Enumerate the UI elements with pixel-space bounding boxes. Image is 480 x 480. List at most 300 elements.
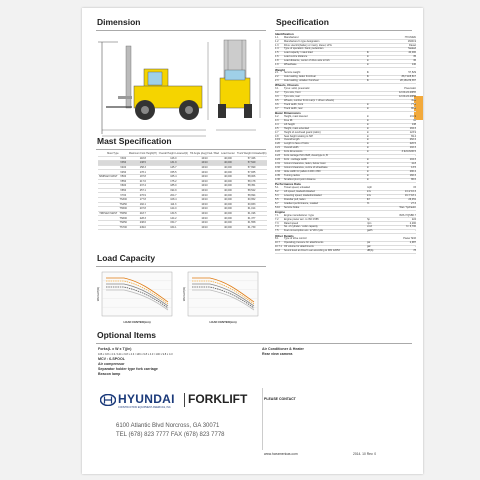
mast-group-cell: SIMPLEX MAST [99,175,118,179]
mast-table-cell: 58,351 [236,184,268,189]
product-name: FORKLIFT [188,392,248,406]
mast-table-cell: 40,000 [220,193,236,198]
specification-title: Specification [276,17,329,27]
footer-divider [262,388,263,450]
mast-table-cell: 40,000 [220,170,236,175]
spec-cell: in [367,146,369,150]
mast-table-cell: 40,000 [220,179,236,184]
mast-table-cell: 10/10 [189,207,220,212]
mast-table-cell: 204.7 [158,193,189,198]
spec-row [275,229,416,234]
spec-cell: in [367,134,369,138]
hyundai-logo-icon [100,394,116,406]
mast-table-cell: 10/10 [189,225,220,230]
spec-cell: HYUNDAI [404,35,416,39]
spec-cell: in/s [367,189,371,193]
spec-cell: Ground clearance, laden, below mast [284,162,326,166]
spec-cell: Drawbar pull, laden [284,197,306,201]
spec-cell: 1.1 [275,35,279,39]
spec-cell: in [367,130,369,134]
optional-item: Rear view camera [262,352,293,356]
spec-cell: 4.8 [275,134,279,138]
mast-spec-title: Mast Specification [97,136,172,146]
spec-cell: 57,529 [408,71,416,75]
mast-table-cell: 218.7 [128,211,158,216]
mast-table-cell: 131.9 [158,161,189,166]
spec-cell: 3.7 [275,106,279,110]
spec-row [275,206,416,211]
spec-cell: 194.3 [409,126,416,130]
mast-table-header-cell: Mast Type [98,152,128,156]
mast-table-cell: 194.9 [158,188,189,193]
spec-cell: in [367,122,369,126]
spec-cell: 140 [411,63,416,67]
mast-table-cell: 60,833 [236,202,268,207]
mast-table-header-cell: Maximum Fork Height(H) [128,152,157,156]
spec-cell: - [415,245,416,249]
spec-cell: in [367,138,369,142]
load-capacity-charts [96,268,268,328]
spec-cell: lbf [367,197,370,201]
mast-table-cell: 154.7 [158,220,189,225]
spec-cell: in [367,114,369,118]
spec-cell: in [367,106,369,110]
spec-cell: 182.3 [409,174,416,177]
spec-cell: in/s [367,193,371,197]
spec-cell: 2.1 [275,71,279,75]
mast-table-cell: 114.3 [158,202,189,207]
spec-cell: 4.2 [275,114,279,118]
mast-table-cell: 40,000 [220,211,236,216]
spec-cell: 7.4 [275,225,279,229]
spec-cell: dB(A) [367,249,374,253]
spec-cell: 40,000 [408,51,416,55]
spec-cell: 220.5 [409,142,416,146]
mast-table-cell: 61,377 [236,216,268,221]
spec-cell: Rated speed [284,221,299,225]
spec-cell: Fork dimensions [284,150,303,154]
spec-cell: 6 / 6,700 [406,225,416,229]
mast-table-cell: 10/10 [189,170,220,175]
spec-cell: 4.36 [275,177,280,181]
please-contact-label: PLEASE CONTACT [264,397,296,401]
mast-spec-table [98,152,267,230]
spec-cell: cm3 [367,225,372,229]
spec-cell: 160D-9 [407,39,416,43]
mast-table-cell: 124.0 [158,207,189,212]
spec-cell: Travel speed, unloaded [284,185,311,189]
load-chart [96,272,172,324]
spec-cell: Smallest pivot point distance [284,177,316,181]
spec-cell: in [367,59,369,63]
spec-cell: 12.00-24-20PR [399,91,416,94]
footer-phone: TEL (678) 823 7777 FAX (678) 823 7778 [116,432,225,438]
spec-cell: lb [367,79,369,83]
spec-cell: Height, mast lowered [284,114,308,118]
spec-cell: Pneumatic [404,87,416,91]
spec-cell: 7.2 [275,217,279,221]
spec-cell: 262.4 [409,138,416,142]
spec-cell: 3.5 [275,98,279,102]
mast-table-cell: 155.5 [158,170,189,175]
mast-table-cell: 40,000 [220,156,236,161]
optional-items-title: Optional Items [97,330,157,340]
spec-cell: - [415,229,416,233]
mast-table-cell: 40,000 [220,165,236,170]
mast-table-cell: 249.0 [128,225,158,230]
mast-table-cell: TS700 [119,225,127,229]
specification-table [275,32,416,332]
mast-table-cell: 10/10 [189,161,220,166]
spec-cell: in [367,142,369,146]
mast-table-cell: 145.7 [158,165,189,170]
mast-table-cell: V300 [120,156,127,160]
mast-table-header-cell: Truck Weight Unloaded(lb) [236,152,267,156]
spec-cell: mph [367,185,372,189]
mast-table-cell: 60,652 [236,197,268,202]
mast-table-cell: 10/10 [189,202,220,207]
optional-item: Separator holder type fork carriage [98,367,158,371]
spec-cell: Manufacturer [284,35,299,39]
spec-cell: 4.24 [275,158,280,162]
spec-cell: Tyre size, rear [284,94,300,98]
spec-cell: 4.22 [275,150,280,154]
spec-cell: in [367,102,369,106]
spec-cell: rpm [367,221,372,225]
spec-cell: Sound level at driver's ear according to DIN 12053 [284,249,340,253]
mast-table-cell: 10/10 [189,197,220,202]
spec-cell: 10.7 [275,241,280,245]
load-capacity-title: Load Capacity [97,253,156,263]
spec-cell: 131.9 [409,114,416,118]
mast-table-cell: 40,000 [220,225,236,230]
mast-table-cell: 197.8 [128,174,158,179]
mast-table-cell: V550 [120,179,127,183]
spec-cell: 123.9 [409,130,416,134]
spec-group-title: Performance Data [275,182,301,187]
spec-cell: 3.2 [275,91,279,94]
spec-cell: 77.2 [411,102,416,106]
spec-cell: in [367,174,369,177]
spec-cell: Free lift [284,118,293,122]
spec-cell: 69.4 [411,134,416,138]
spec-cell: in [367,166,369,170]
mast-table-cell: 207.8 [128,207,158,212]
spec-cell: Manufacturer's type designation [284,39,320,43]
dimension-drawings [96,34,268,146]
brand-subtitle: CONSTRUCTION EQUIPMENT AMERICAS, INC. [118,406,172,409]
optional-item: MCV : 6-SPOOL [98,357,125,361]
spec-cell: in [367,63,369,67]
mast-spec-rule [96,149,266,150]
spec-cell: 5.7 [275,201,279,205]
spec-cell: in [367,118,369,122]
mast-table-cell: 58,178 [236,179,268,184]
mast-table-cell: 10/10 [189,179,220,184]
spec-cell: Tyres: solid, pneumatic [284,87,310,91]
spec-cell: 3.6 [275,102,279,106]
spec-cell: 2,987 [409,241,416,245]
spec-cell: 86.6 [411,177,416,181]
spec-cell: 5.5 [275,197,279,201]
spec-cell: 7.3 [275,221,279,225]
spec-cell: Load centre distance [284,55,308,59]
mast-table-cell: 57,529 [236,161,268,166]
mast-table-cell: TS550 [119,212,127,216]
specification-rule [275,30,412,31]
spec-cell: Overall width [284,146,299,150]
spec-cell: lb [367,51,369,55]
spec-cell: 11.8 [411,162,416,166]
optional-items-right-list [262,347,402,357]
brand-name: HYUNDAI [118,392,175,406]
spec-cell: Operating pressure for attachments [284,241,324,245]
load-chart-ylabel: WEIGHT(lb) [183,286,186,302]
load-chart-xlabel: LOAD CENTER(mm) [123,320,151,324]
spec-cell: in [367,177,369,181]
spec-cell: 2,200 [409,221,416,225]
spec-cell: in [367,162,369,166]
mast-table-row [98,225,267,230]
spec-cell: 12.00-24-20PR [399,94,416,98]
mast-table-cell: 57,699 [236,165,268,170]
footer-brand-block [100,388,258,450]
load-chart [182,272,258,324]
spec-cell: % [367,201,370,205]
mast-table-cell: 177.8 [128,197,158,202]
mast-table-cell: 40,000 [220,207,236,212]
spec-cell: 8.1 [275,237,279,241]
mast-table-cell: TS500 [119,207,127,211]
mast-table-cell: 61,739 [236,225,268,230]
spec-cell: 28,161/29,367 [400,79,416,83]
spec-cell: 5.10 [275,205,280,209]
spec-cell: hp [367,217,370,221]
optional-item: Forks(L x W x T)(in) [98,347,132,351]
spec-cell: 4.23 [275,154,280,158]
spec-cell: 13.4/ 16.3 [404,189,416,193]
mast-table-cell: 144.2 [158,216,189,221]
mast-table-cell: 158.3 [128,165,158,170]
spec-cell: Wet / hydraulic [399,205,416,209]
mast-table-cell: 228.3 [128,216,158,221]
spec-cell: 1.5 [275,51,279,55]
spec-cell: - [415,154,416,158]
forklift-side-view [98,42,208,136]
spec-group-title: Weight [275,67,285,72]
spec-cell: 290.4 [409,170,416,174]
spec-cell: Load capacity / rated load [284,51,313,55]
mast-table-cell: 108.4 [158,197,189,202]
spec-cell: Gradient performance, Loaded [284,201,319,205]
spec-cell: 3.1 [275,87,279,91]
spec-cell: 7.1 [275,213,279,217]
spec-cell: Lowering speed, loaded/unloaded [284,193,322,197]
load-chart-ylabel: WEIGHT(lb) [97,286,100,302]
spec-cell: 4x/2 [411,98,416,102]
mast-table-cell: 126.0 [158,156,189,161]
spec-cell: 15 [413,185,416,189]
load-chart-xlabel: LOAD CENTER(mm) [209,320,237,324]
mast-table-header-cell: Overall Height Lowered(b) [158,152,188,156]
spec-cell: 10 [413,118,416,122]
mast-table-cell: V350 [120,161,127,165]
mast-table-cell: 58,522 [236,188,268,193]
spec-cell: Type of drive control [284,237,307,241]
mast-table-cell: TS650 [119,221,127,225]
mast-table-cell: V700 [120,193,127,197]
mast-table-cell: 40,000 [220,184,236,189]
mast-table-cell: 118.8 [128,156,158,161]
spec-cell: ISX6.7/QSB6.7 [399,213,416,217]
spec-cell: Track width, front [284,102,304,106]
spec-group-title: Wheels, Chassis [275,83,299,88]
spec-cell: Fork carriage ISO 2328, class/type A, B [284,154,328,158]
spec-cell: 2.2 [275,75,279,79]
spec-cell: 26,451 [408,197,416,201]
spec-cell: Tyre size, front [284,91,301,94]
spec-group-title: Engine [275,210,286,214]
mast-table-cell: TS450 [119,202,127,206]
load-capacity-rule [96,266,266,267]
spec-cell: 4.34 [275,170,280,174]
spec-cell: Aisle width for pallets 1200 x 800 [284,170,321,174]
spec-cell: 3.3 [275,94,279,98]
spec-cell: lb [367,75,369,79]
spec-cell: 78 [413,249,416,253]
spec-cell: Ground clearance, centre of wheelbase [284,166,328,170]
spec-cell: Power Shift [403,237,416,241]
spec-cell: Drive: electric(battery or main), diesel, LPG [284,43,332,47]
website[interactable]: www.hceamericas.com [264,452,298,456]
mast-table-cell: 40,000 [220,202,236,207]
mast-table-cell: 257.1 [128,188,158,193]
spec-cell: 13.5 [411,166,416,170]
spec-cell: 1.9 [275,63,279,67]
spec-group-title: Basic Dimensions [275,111,301,116]
spec-cell: Axle loading, laden front/rear [284,75,316,79]
mast-table-cell: 10/10 [189,156,220,161]
spec-cell: No. of cylinder / cubic capacity [284,225,318,229]
spec-cell: 80.6 [411,106,416,110]
spec-cell: Load distance, center of drive axle to fork [284,59,330,63]
revision-label: 2014. 10 Rev. 0 [353,452,377,456]
dimension-rule [96,30,266,31]
mast-table-cell: V450 [120,170,127,174]
spec-cell: 5.3 [275,193,279,197]
spec-cell: 5.2 [275,189,279,193]
mast-table-cell: 10/10 [189,165,220,170]
spec-cell: 224 [411,217,416,221]
spec-cell: Lift speed, loaded/unloaded [284,189,315,193]
mast-table-cell: 61,014 [236,207,268,212]
mast-table-cell: 165.4 [158,174,189,179]
mast-table-header-cell: Tilt Angle (deg) Fwd / Bwd [189,152,220,156]
optional-items-left-list [98,347,258,377]
spec-cell: Seated [408,47,416,51]
spec-cell: in [367,55,369,59]
mast-table-cell: 40,000 [220,220,236,225]
spec-cell: 4.4 [275,122,279,126]
mast-table-cell: 10/10 [189,174,220,179]
spec-cell: 104.3 [409,158,416,162]
brand-divider [184,393,185,407]
mast-table-cell: V400 [120,166,127,170]
spec-cell: 10.7.1 [275,245,282,249]
spec-cell: Oil volume for attachments [284,245,314,249]
mast-table-cell: 40,000 [220,188,236,193]
spec-cell: 19.7/ 18.1 [404,193,416,197]
forklift-front-view [216,40,260,130]
mast-table-cell: 178.1 [128,170,158,175]
spec-row [275,249,416,254]
spec-group-title: Other Details [275,233,294,238]
spec-cell: Lift height [284,122,295,126]
mast-table-cell: 217.6 [128,179,158,184]
mast-table-cell: TS300 [119,198,127,202]
spec-cell: Track width, rear [284,106,303,110]
mast-table-cell: 237.4 [128,184,158,189]
mast-table-cell: 57,346 [236,156,268,161]
spec-cell: 1.3 [275,43,279,47]
spec-cell: 5.1 [275,185,279,189]
mast-table-cell: 138.5 [128,161,158,166]
mast-table-cell: 58,694 [236,193,268,198]
mast-table-cell: V500 [120,175,127,179]
spec-cell: 1.2 [275,39,279,43]
spec-cell: psi [367,241,371,245]
mast-table-cell: 175.2 [158,179,189,184]
spec-cell: 4.5 [275,126,279,130]
spec-cell: 10.8 [275,249,280,253]
spec-cell: Length to face of forks [284,142,309,146]
spec-cell: in [367,170,369,174]
spec-cell: Turning radius [284,174,300,177]
optional-item: Air compressor [98,362,125,366]
spec-cell: 102.3 [409,146,416,150]
mast-table-cell: 40,000 [220,174,236,179]
spec-cell: Height of overhead guard (cabin) [284,130,321,134]
spec-cell: 4.21 [275,146,280,150]
spec-cell: 36 [413,59,416,63]
spec-cell: 138 [411,122,416,126]
mast-table-cell: 10/10 [189,220,220,225]
mast-table-cell: 276.9 [128,193,158,198]
optional-item: Air Conditioner & Heater [262,347,304,351]
mast-group-cell [98,225,118,230]
mast-group-cell: TRIPLEX MAST [99,212,118,216]
spec-cell: 7.5 [275,229,279,233]
mast-table-cell: 134.5 [158,211,189,216]
spec-cell: 88,711/8,817 [401,75,416,79]
mast-table-cell: 192.1 [128,202,158,207]
mast-table-cell: 10/10 [189,211,220,216]
spec-cell: 27.3 [411,201,416,205]
spec-row [275,63,416,68]
spec-cell: 4.20 [275,142,280,146]
mast-table-cell: 10/10 [189,216,220,221]
optional-items-rule [96,343,412,344]
mast-table-cell: 61,196 [236,211,268,216]
spec-cell: 4.32 [275,166,280,170]
mast-table-cell: 10/10 [189,188,220,193]
spec-cell: Service weight [284,71,301,75]
spec-cell: lb [367,71,369,75]
spec-cell: in [367,150,369,154]
mast-table-cell: 40,000 [220,197,236,202]
optional-item: Beacon lamp [98,372,121,376]
mast-table-header-cell: Load Center [221,152,235,156]
